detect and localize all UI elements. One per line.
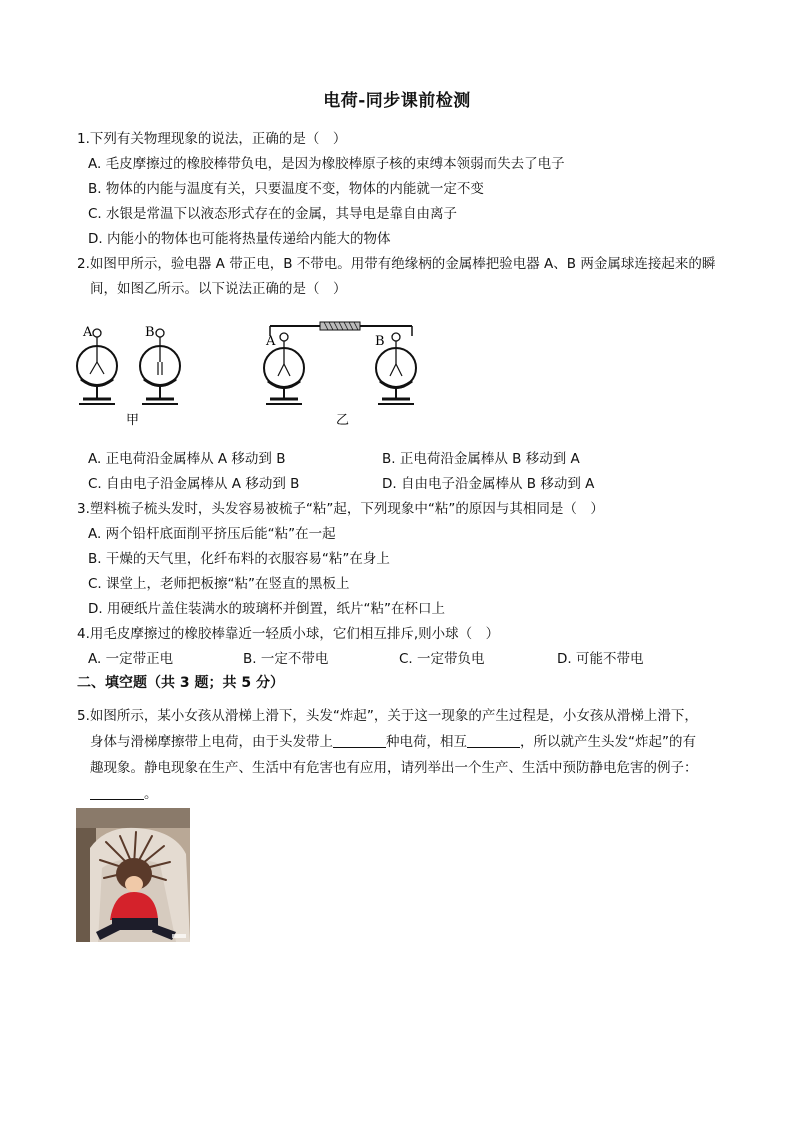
label-a-yi: A [266, 334, 276, 349]
label-a-jia: A [83, 325, 93, 340]
answer-blank-3[interactable] [90, 785, 144, 800]
q2-stem-line2: 间，如图乙所示。以下说法正确的是（ ） [90, 281, 347, 297]
q2-option-a: A. 正电荷沿金属棒从 A 移动到 B [88, 451, 286, 467]
q4-stem: 4.用毛皮摩擦过的橡胶棒靠近一轻质小球，它们相互排斥,则小球（ ） [77, 626, 500, 642]
q5-line4-end: 。 [144, 786, 158, 802]
q4-option-b: B. 一定不带电 [243, 651, 329, 667]
electroscope-figure [70, 318, 430, 430]
q5-line3: 趣现象。静电现象在生产、生活中有危害也有应用，请列举出一个生产、生活中预防静电危害的例子： [90, 760, 698, 776]
q1-option-a: A. 毛皮摩擦过的橡胶棒带负电，是因为橡胶棒原子核的束缚本领弱而失去了电子 [88, 156, 565, 172]
electroscope-a-jia [77, 325, 117, 404]
answer-blank-2[interactable] [467, 733, 520, 748]
label-b-jia: B [145, 325, 155, 340]
q3-option-c: C. 课堂上，老师把板擦“粘”在竖直的黑板上 [88, 576, 350, 592]
connected-electroscopes-yi [264, 322, 416, 404]
section-heading-fill-in: 二、填空题（共 3 题；共 5 分） [77, 675, 284, 691]
q5-line1: 5.如图所示，某小女孩从滑梯上滑下，头发“炸起”，关于这一现象的产生过程是，小女孩从滑梯上滑下， [77, 708, 698, 724]
figure-label-yi: 乙 [336, 413, 350, 428]
page-title: 电荷-同步课前检测 [323, 91, 471, 111]
q1-option-b: B. 物体的内能与温度有关，只要温度不变，物体的内能就一定不变 [88, 181, 484, 197]
figure-label-jia: 甲 [126, 413, 140, 428]
q1-option-c: C. 水银是常温下以液态形式存在的金属，其导电是靠自由离子 [88, 206, 458, 222]
q4-option-c: C. 一定带负电 [399, 651, 485, 667]
q5-line2 [90, 733, 696, 751]
girl-on-slide-photo [76, 808, 190, 942]
q3-stem: 3.塑料梳子梳头发时，头发容易被梳子“粘”起，下列现象中“粘”的原因与其相同是（ ） [77, 501, 604, 517]
q2-option-c: C. 自由电子沿金属棒从 A 移动到 B [88, 476, 300, 492]
q4-option-a: A. 一定带正电 [88, 651, 174, 667]
q3-option-d: D. 用硬纸片盖住装满水的玻璃杯并倒置，纸片“粘”在杯口上 [88, 601, 445, 617]
q2-stem-line1: 2.如图甲所示，验电器 A 带正电，B 不带电。用带有绝缘柄的金属棒把验电器 A、B 两金属球连接起来的瞬 [77, 256, 716, 272]
q5-line4 [90, 785, 158, 803]
q1-option-d: D. 内能小的物体也可能将热量传递给内能大的物体 [88, 231, 391, 247]
answer-blank-1[interactable] [333, 733, 386, 748]
q5-line2-part3: ，所以就产生头发“炸起”的有 [520, 734, 696, 750]
label-b-yi: B [375, 334, 385, 349]
q3-option-b: B. 干燥的天气里，化纤布料的衣服容易“粘”在身上 [88, 551, 390, 567]
q1-stem: 1.下列有关物理现象的说法，正确的是（ ） [77, 131, 347, 147]
q4-option-d: D. 可能不带电 [557, 651, 644, 667]
q2-option-d: D. 自由电子沿金属棒从 B 移动到 A [382, 476, 595, 492]
q5-line2-part1: 身体与滑梯摩擦带上电荷，由于头发带上 [90, 734, 333, 750]
q3-option-a: A. 两个铅杆底面削平挤压后能“粘”在一起 [88, 526, 336, 542]
q2-option-b: B. 正电荷沿金属棒从 B 移动到 A [382, 451, 580, 467]
electroscope-b-jia [140, 325, 180, 404]
q5-line2-part2: 种电荷，相互 [386, 734, 467, 750]
